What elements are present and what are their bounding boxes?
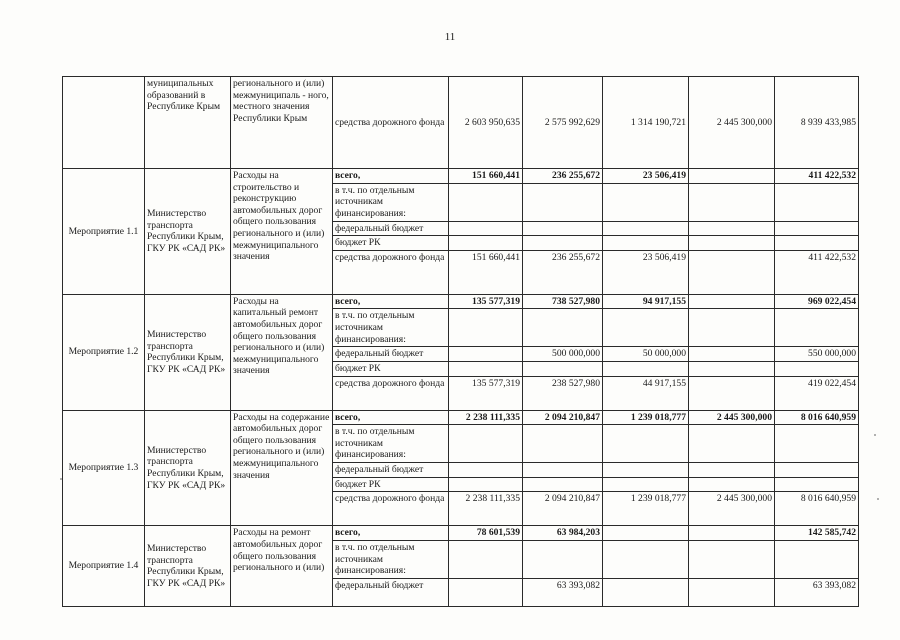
amount-cell: 50 000,000	[603, 347, 689, 362]
event-cell: Мероприятие 1.2	[63, 294, 145, 410]
event-cell	[63, 77, 145, 169]
amount-cell: 419 022,454	[775, 376, 859, 410]
amount-cell	[449, 425, 523, 463]
amount-cell	[449, 347, 523, 362]
amount-cell	[689, 477, 775, 492]
scan-speck	[60, 478, 62, 480]
scan-speck	[877, 498, 879, 500]
funding-source-cell: в т.ч. по отдельным источникам финансирования:	[333, 183, 449, 221]
amount-cell	[523, 477, 603, 492]
amount-cell	[523, 309, 603, 347]
amount-cell: 2 445 300,000	[689, 77, 775, 169]
amount-cell: 2 445 300,000	[689, 492, 775, 526]
funding-source-cell: федеральный бюджет	[333, 578, 449, 606]
description-cell: Расходы на строительство и реконструкцию автомобильных дорог общего пользования регионального и (или) межмуниципального значения	[231, 169, 333, 295]
event-cell: Мероприятие 1.1	[63, 169, 145, 295]
funding-source-cell: средства дорожного фонда	[333, 77, 449, 169]
funding-source-cell: в т.ч. по отдельным источникам финансирования:	[333, 309, 449, 347]
scan-speck	[874, 434, 876, 436]
amount-cell: 236 255,672	[523, 169, 603, 184]
funding-source-cell: средства дорожного фонда	[333, 376, 449, 410]
executor-cell: Министерство транспорта Республики Крым, ГКУ РК «САД РК»	[145, 294, 231, 410]
amount-cell	[775, 236, 859, 251]
amount-cell	[523, 540, 603, 578]
budget-table-body	[63, 77, 859, 607]
amount-cell	[689, 169, 775, 184]
amount-cell: 78 601,539	[449, 526, 523, 541]
amount-cell	[689, 578, 775, 606]
description-cell: регионального и (или) межмуниципаль - ного, местного значения Республики Крым	[231, 77, 333, 169]
amount-cell	[775, 309, 859, 347]
funding-source-cell: всего,	[333, 410, 449, 425]
amount-cell	[775, 221, 859, 236]
amount-cell	[449, 578, 523, 606]
amount-cell	[603, 221, 689, 236]
page-number: 11	[444, 31, 456, 43]
amount-cell	[523, 183, 603, 221]
amount-cell	[449, 540, 523, 578]
funding-source-cell: федеральный бюджет	[333, 463, 449, 478]
amount-cell: 2 603 950,635	[449, 77, 523, 169]
funding-source-cell: в т.ч. по отдельным источникам финансирования:	[333, 540, 449, 578]
amount-cell	[689, 361, 775, 376]
amount-cell	[603, 526, 689, 541]
amount-cell: 63 393,082	[523, 578, 603, 606]
amount-cell: 23 506,419	[603, 169, 689, 184]
amount-cell	[603, 309, 689, 347]
funding-source-cell: всего,	[333, 169, 449, 184]
amount-cell	[775, 425, 859, 463]
amount-cell	[775, 540, 859, 578]
amount-cell	[603, 236, 689, 251]
amount-cell: 8 939 433,985	[775, 77, 859, 169]
amount-cell: 738 527,980	[523, 294, 603, 309]
funding-source-cell: в т.ч. по отдельным источникам финансирования:	[333, 425, 449, 463]
description-cell: Расходы на ремонт автомобильных дорог общего пользования регионального и (или)	[231, 526, 333, 607]
amount-cell: 8 016 640,959	[775, 492, 859, 526]
amount-cell	[689, 183, 775, 221]
amount-cell: 1 314 190,721	[603, 77, 689, 169]
amount-cell	[603, 361, 689, 376]
amount-cell: 151 660,441	[449, 169, 523, 184]
funding-source-cell: федеральный бюджет	[333, 221, 449, 236]
amount-cell	[775, 477, 859, 492]
event-cell: Мероприятие 1.4	[63, 526, 145, 607]
amount-cell	[603, 463, 689, 478]
amount-cell: 1 239 018,777	[603, 410, 689, 425]
amount-cell: 63 984,203	[523, 526, 603, 541]
amount-cell	[603, 540, 689, 578]
executor-cell: муниципальных образований в Республике Крым	[145, 77, 231, 169]
amount-cell: 2 445 300,000	[689, 410, 775, 425]
funding-source-cell: всего,	[333, 294, 449, 309]
funding-source-cell: бюджет РК	[333, 361, 449, 376]
executor-cell: Министерство транспорта Республики Крым, ГКУ РК «САД РК»	[145, 169, 231, 295]
amount-cell: 238 527,980	[523, 376, 603, 410]
amount-cell	[449, 183, 523, 221]
executor-cell: Министерство транспорта Республики Крым, ГКУ РК «САД РК»	[145, 526, 231, 607]
amount-cell	[603, 183, 689, 221]
amount-cell: 135 577,319	[449, 294, 523, 309]
amount-cell	[603, 477, 689, 492]
amount-cell	[775, 463, 859, 478]
amount-cell	[523, 361, 603, 376]
funding-source-cell: всего,	[333, 526, 449, 541]
amount-cell: 2 238 111,335	[449, 492, 523, 526]
amount-cell	[689, 463, 775, 478]
amount-cell	[775, 361, 859, 376]
amount-cell: 236 255,672	[523, 250, 603, 294]
amount-cell: 63 393,082	[775, 578, 859, 606]
description-cell: Расходы на капитальный ремонт автомобильных дорог общего пользования регионального и (или) межмуниципального значения	[231, 294, 333, 410]
amount-cell	[449, 221, 523, 236]
funding-source-cell: средства дорожного фонда	[333, 250, 449, 294]
amount-cell: 2 094 210,847	[523, 492, 603, 526]
amount-cell: 550 000,000	[775, 347, 859, 362]
executor-cell: Министерство транспорта Республики Крым, ГКУ РК «САД РК»	[145, 410, 231, 526]
amount-cell: 2 238 111,335	[449, 410, 523, 425]
amount-cell	[689, 347, 775, 362]
amount-cell	[603, 578, 689, 606]
amount-cell	[449, 463, 523, 478]
amount-cell	[689, 425, 775, 463]
amount-cell: 94 917,155	[603, 294, 689, 309]
amount-cell	[689, 540, 775, 578]
amount-cell	[523, 463, 603, 478]
event-cell: Мероприятие 1.3	[63, 410, 145, 526]
amount-cell: 44 917,155	[603, 376, 689, 410]
amount-cell: 151 660,441	[449, 250, 523, 294]
amount-cell	[689, 250, 775, 294]
budget-table	[62, 76, 859, 607]
amount-cell	[689, 294, 775, 309]
table-row	[63, 526, 859, 541]
amount-cell: 2 575 992,629	[523, 77, 603, 169]
amount-cell	[689, 526, 775, 541]
amount-cell	[689, 309, 775, 347]
amount-cell: 2 094 210,847	[523, 410, 603, 425]
amount-cell	[689, 236, 775, 251]
table-row	[63, 169, 859, 184]
amount-cell	[523, 425, 603, 463]
amount-cell: 142 585,742	[775, 526, 859, 541]
table-row	[63, 77, 859, 169]
amount-cell	[603, 425, 689, 463]
amount-cell	[689, 376, 775, 410]
amount-cell: 969 022,454	[775, 294, 859, 309]
amount-cell	[449, 477, 523, 492]
amount-cell	[449, 309, 523, 347]
funding-source-cell: бюджет РК	[333, 236, 449, 251]
amount-cell	[775, 183, 859, 221]
amount-cell	[449, 236, 523, 251]
amount-cell	[523, 236, 603, 251]
amount-cell	[449, 361, 523, 376]
description-cell: Расходы на содержание автомобильных дорог общего пользования регионального и (или) межмуниципального значения	[231, 410, 333, 526]
amount-cell: 411 422,532	[775, 250, 859, 294]
amount-cell: 1 239 018,777	[603, 492, 689, 526]
amount-cell: 500 000,000	[523, 347, 603, 362]
funding-source-cell: бюджет РК	[333, 477, 449, 492]
amount-cell: 411 422,532	[775, 169, 859, 184]
table-row	[63, 294, 859, 309]
amount-cell: 8 016 640,959	[775, 410, 859, 425]
amount-cell: 23 506,419	[603, 250, 689, 294]
amount-cell	[523, 221, 603, 236]
table-row	[63, 410, 859, 425]
amount-cell	[689, 221, 775, 236]
funding-source-cell: федеральный бюджет	[333, 347, 449, 362]
amount-cell: 135 577,319	[449, 376, 523, 410]
funding-source-cell: средства дорожного фонда	[333, 492, 449, 526]
